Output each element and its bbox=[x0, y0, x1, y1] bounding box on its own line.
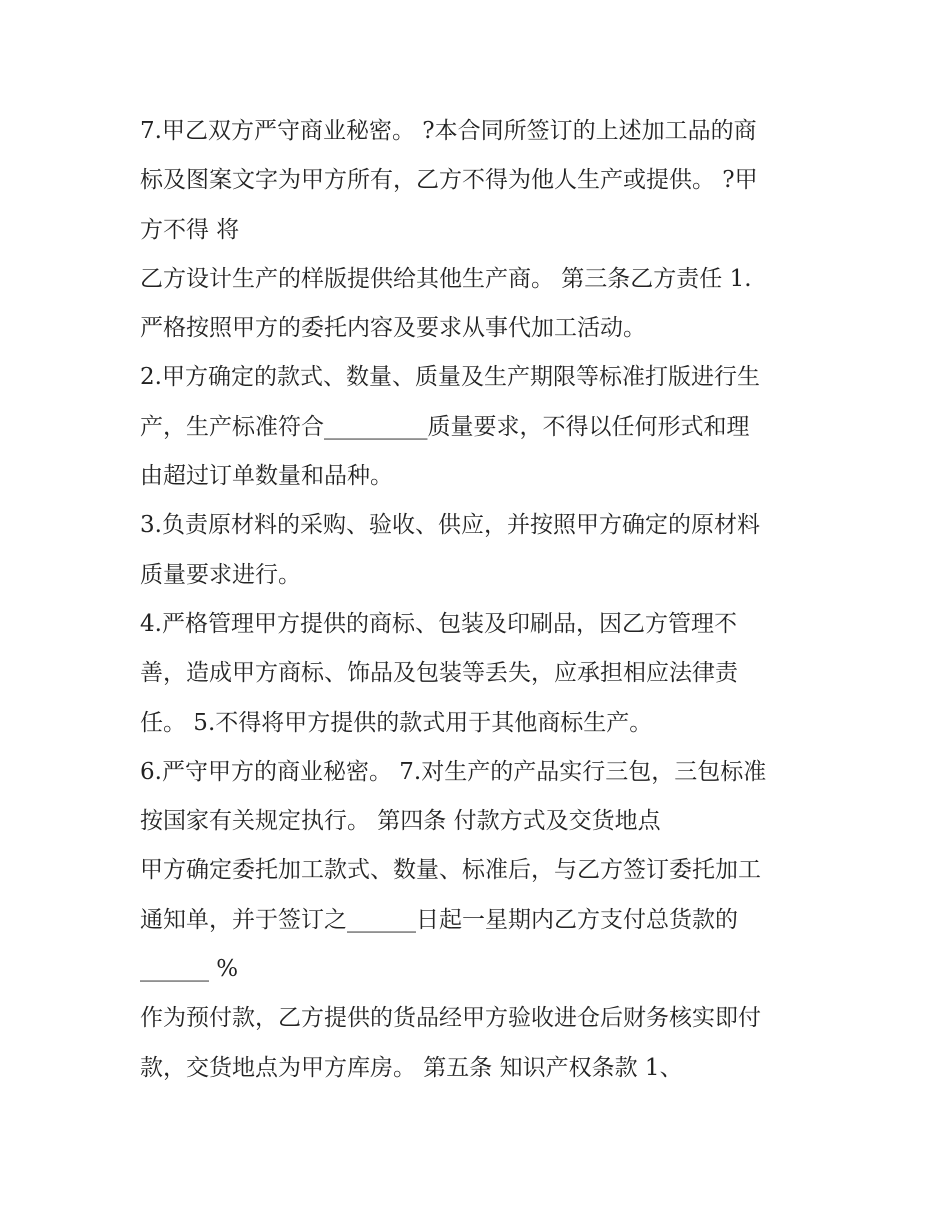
text-line: ______ % bbox=[140, 956, 239, 983]
text-line: 善，造成甲方商标、饰品及包装等丢失，应承担相应法律责 bbox=[140, 660, 738, 687]
text-line: 作为预付款，乙方提供的货品经甲方验收进仓后财务核实即付 bbox=[140, 1005, 761, 1032]
text-line: 质量要求进行。 bbox=[140, 561, 301, 588]
text-line: 款，交货地点为甲方库房。 第五条 知识产权条款 1、 bbox=[140, 1054, 683, 1081]
text-line: 任。 5.不得将甲方提供的款式用于其他商标生产。 bbox=[140, 709, 653, 736]
text-line: 甲方确定委托加工款式、数量、标准后，与乙方签订委托加工 bbox=[140, 857, 761, 884]
contract-text bbox=[140, 107, 830, 1093]
text-line: 3.负责原材料的采购、验收、供应，并按照甲方确定的原材料 bbox=[140, 512, 760, 539]
text-line: 严格按照甲方的委托内容及要求从事代加工活动。 bbox=[140, 315, 646, 342]
text-line: 6.严守甲方的商业秘密。 7.对生产的产品实行三包，三包标准 bbox=[140, 758, 767, 785]
text-line: 产，生产标准符合_________质量要求，不得以任何形式和理 bbox=[140, 413, 750, 440]
text-line: 通知单，并于签订之______日起一星期内乙方支付总货款的 bbox=[140, 906, 738, 933]
text-line: 由超过订单数量和品种。 bbox=[140, 463, 393, 490]
text-line: 标及图案文字为甲方所有，乙方不得为他人生产或提供。 ?甲 bbox=[140, 167, 758, 194]
text-line: 按国家有关规定执行。 第四条 付款方式及交货地点 bbox=[140, 808, 661, 835]
text-line: 7.甲乙双方严守商业秘密。 ?本合同所签订的上述加工品的商 bbox=[140, 118, 757, 144]
text-line: 乙方设计生产的样版提供给其他生产商。 第三条乙方责任 1. bbox=[140, 265, 752, 292]
text-line: 2.甲方确定的款式、数量、质量及生产期限等标准打版进行生 bbox=[140, 364, 760, 391]
text-line: 方不得 将 bbox=[140, 216, 240, 243]
text-line: 4.严格管理甲方提供的商标、包装及印刷品，因乙方管理不 bbox=[140, 610, 737, 637]
